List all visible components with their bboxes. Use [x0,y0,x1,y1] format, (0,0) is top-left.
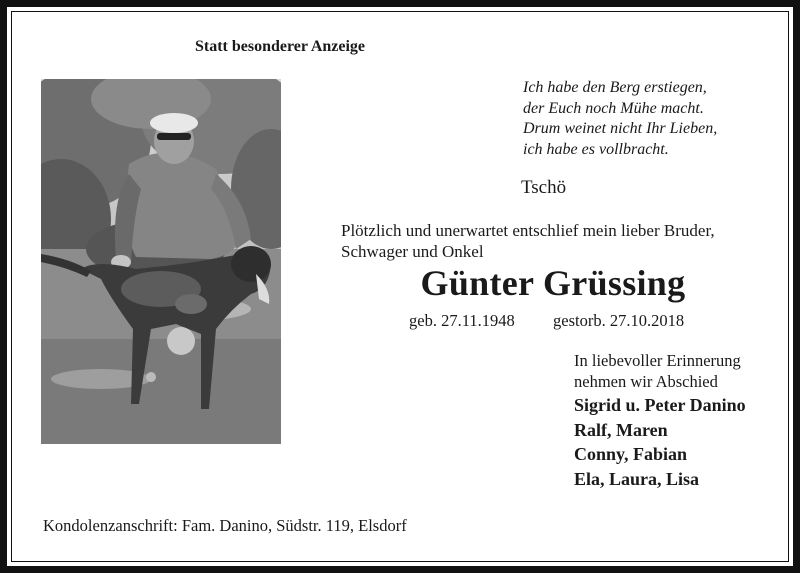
announcement-intro [341,220,715,262]
mourner-entry: Ralf, Maren [574,419,668,440]
poem-line: Drum weinet nicht Ihr Lieben, [523,120,718,137]
poem-line: der Euch noch Mühe macht. [523,99,704,117]
poem-line: ich habe es vollbracht. [523,140,669,158]
deceased-name: Günter Grüssing [420,263,686,303]
mourner-entry: Ela, Laura, Lisa [574,468,700,489]
birth-date: geb. 27.11.1948 [409,311,515,330]
remembrance-text [574,350,741,392]
notice-header: Statt besonderer Anzeige [194,38,366,55]
farewell-greeting: Tschö [521,177,567,198]
remembrance-line: nehmen wir Abschied [574,372,718,391]
mourners-list [574,393,746,491]
mourner-entry: Sigrid u. Peter Danino [574,395,746,415]
memorial-photo [41,79,281,444]
mourner-entry: Conny, Fabian [574,444,688,464]
poem-line: Ich habe den Berg erstiegen, [523,79,707,96]
remembrance-line: In liebevoller Erinnerung [574,351,741,370]
intro-line: Schwager und Onkel [341,242,484,261]
death-date: gestorb. 27.10.2018 [553,311,685,330]
poem [523,78,717,160]
condolence-address: Kondolenzanschrift: Fam. Danino, Südstr. 119, Elsdorf [43,516,407,535]
intro-line: Plötzlich und unerwartet entschlief mein lieber Bruder, [341,221,715,240]
